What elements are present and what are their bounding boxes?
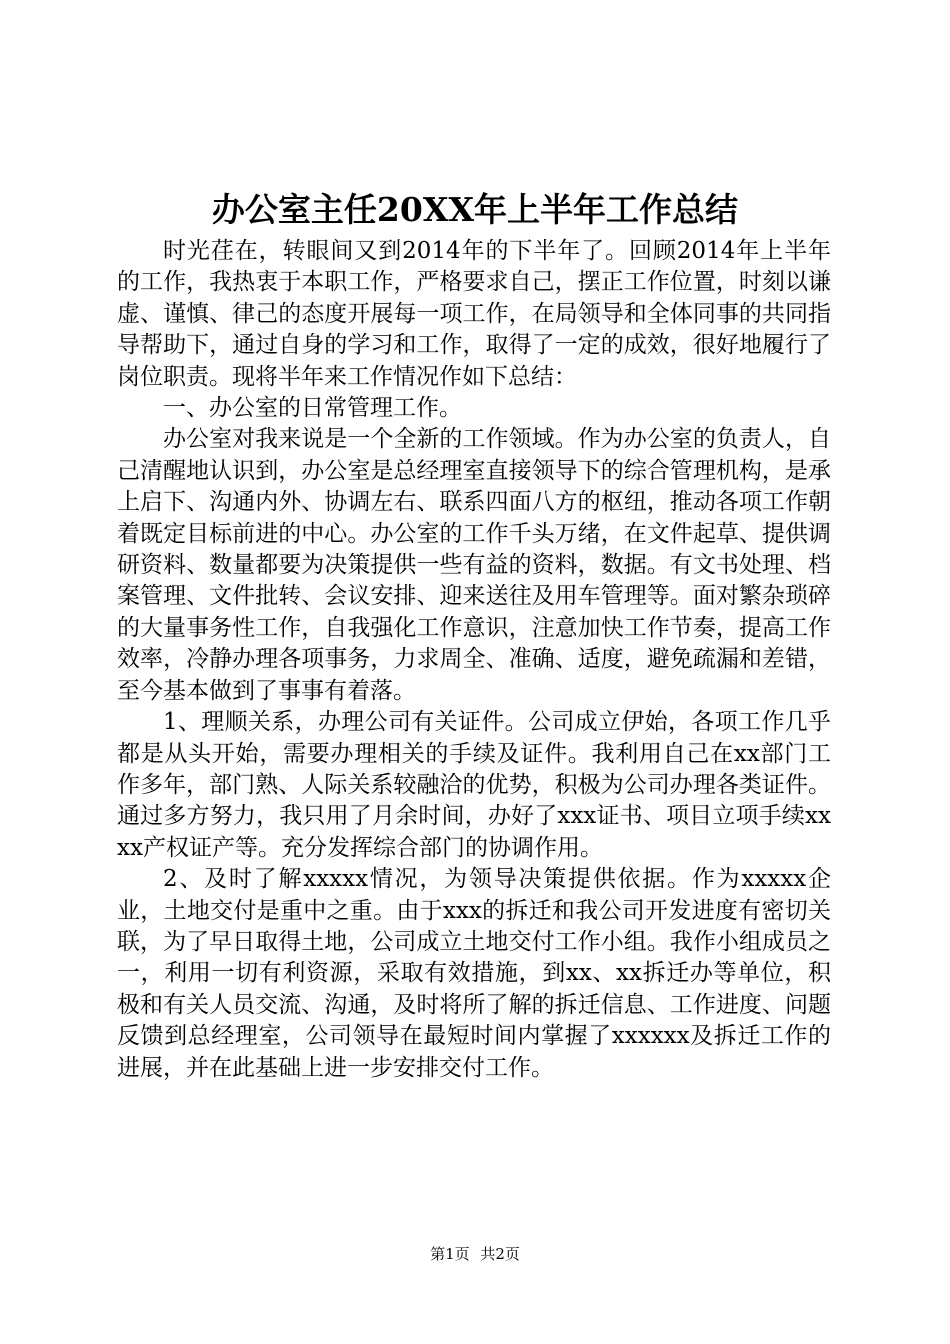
paragraph-intro: 时光荏在，转眼间又到2014年的下半年了。回顾2014年上半年的工作，我热衷于本职工作，严格要求自己，摆正工作位置，时刻以谦虚、谨慎、律己的态度开展每一项工作，在局领导和全体同事的共同指导帮助下，通过自身的学习和工作，取得了一定的成效，很好地履行了岗位职责。现将半年来工作情况作如下总结： bbox=[117, 238, 831, 390]
page-number-current: 第1页 bbox=[430, 1245, 470, 1263]
section-heading-daily-management: 一、办公室的日常管理工作。 bbox=[163, 395, 462, 422]
document-title: 办公室主任20XX年上半年工作总结 bbox=[211, 190, 739, 229]
paragraph-item-1-certificates: 1、理顺关系，办理公司有关证件。公司成立伊始，各项工作几乎都是从头开始，需要办理相关的手续及证件。我利用自己在xx部门工作多年，部门熟、人际关系较融洽的优势，积极为公司办理各类证件。通过多方努力，我只用了月余时间，办好了xxx证书、项目立项手续xxxx产权证产等。充分发挥综合部门的协调作用。 bbox=[117, 709, 831, 861]
page-footer bbox=[0, 1244, 950, 1264]
paragraph-item-2-demolition: 2、及时了解xxxxx情况，为领导决策提供依据。作为xxxxx企业，土地交付是重中之重。由于xxx的拆迁和我公司开发进度有密切关联，为了早日取得土地，公司成立土地交付工作小组。我作小组成员之一，利用一切有利资源，采取有效措施，到xx、xx拆迁办等单位，积极和有关人员交流、沟通，及时将所了解的拆迁信息、工作进度、问题反馈到总经理室，公司领导在最短时间内掌握了xxxxxx及拆迁工作的进展，并在此基础上进一步安排交付工作。 bbox=[117, 866, 831, 1081]
paragraph-office-role: 办公室对我来说是一个全新的工作领域。作为办公室的负责人，自己清醒地认识到，办公室是总经理室直接领导下的综合管理机构，是承上启下、沟通内外、协调左右、联系四面八方的枢纽，推动各项工作朝着既定目标前进的中心。办公室的工作千头万绪，在文件起草、提供调研资料、数量都要为决策提供一些有益的资料，数据。有文书处理、档案管理、文件批转、会议安排、迎来送往及用车管理等。面对繁杂琐碎的大量事务性工作，自我强化工作意识，注意加快工作节奏，提高工作效率，冷静办理各项事务，力求周全、准确、适度，避免疏漏和差错，至今基本做到了事事有着落。 bbox=[117, 426, 831, 704]
page-number-total: 共2页 bbox=[480, 1245, 520, 1263]
document-body bbox=[117, 236, 831, 1084]
